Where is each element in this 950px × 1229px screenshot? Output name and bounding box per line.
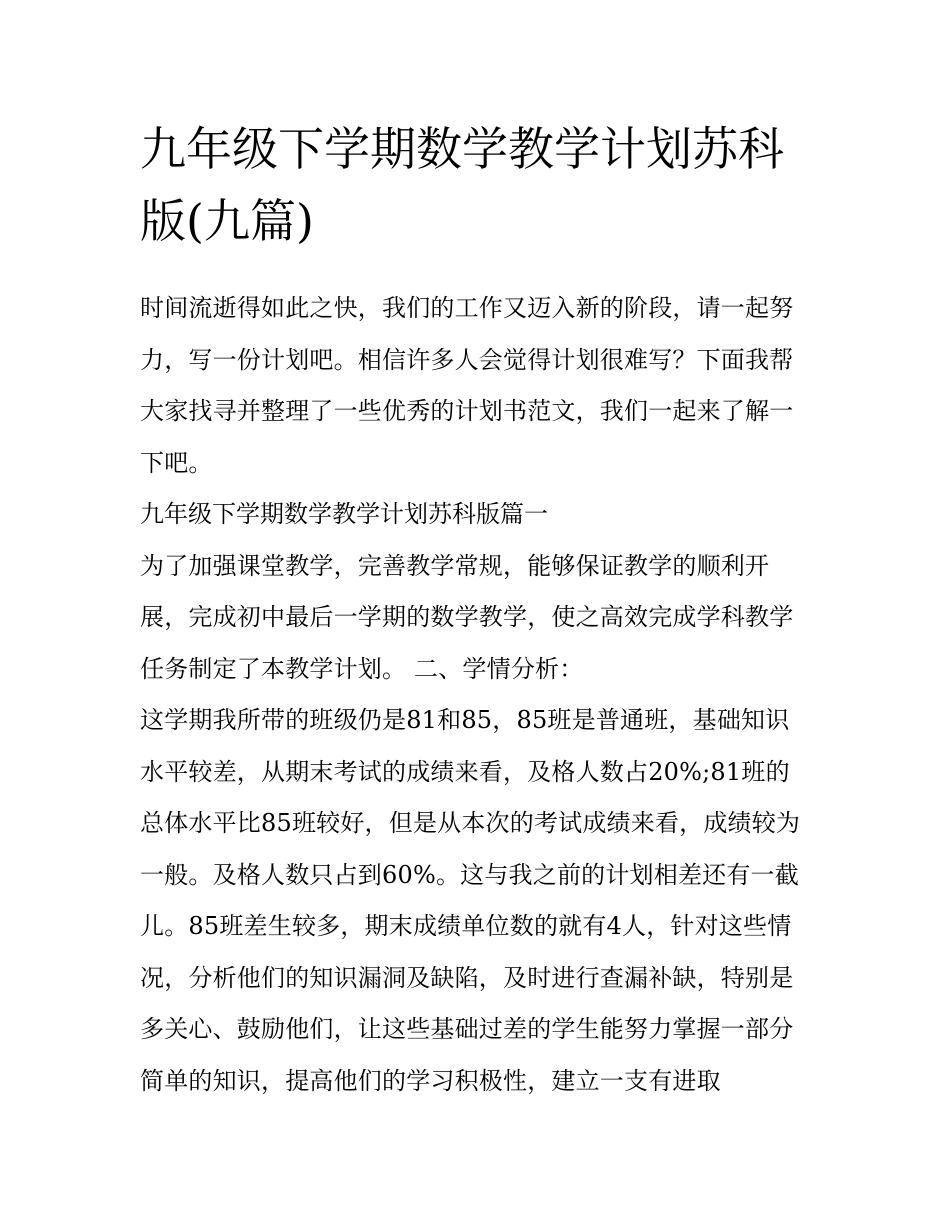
document-page bbox=[140, 113, 812, 1107]
section-heading: 九年级下学期数学教学计划苏科版篇一 bbox=[140, 500, 548, 528]
intro-paragraph: 时间流逝得如此之快，我们的工作又迈入新的阶段，请一起努力，写一份计划吧。相信许多人会觉得计划很难写？下面我帮大家找寻并整理了一些优秀的计划书范文，我们一起来了解一下吧。 bbox=[140, 294, 794, 477]
body-paragraph-1: 为了加强课堂教学，完善教学常规，能够保证教学的顺利开展，完成初中最后一学期的数学教学，使之高效完成学科教学任务制定了本教学计划。 二、学情分析： bbox=[140, 551, 794, 683]
document-title: 九年级下学期数学教学计划苏科版(九篇) bbox=[140, 122, 784, 248]
body-paragraph-2: 这学期我所带的班级仍是81和85，85班是普通班，基础知识水平较差，从期末考试的成绩来看，及格人数占20%;81班的总体水平比85班较好，但是从本次的考试成绩来看，成绩较为一般。及格人数只占到60%。这与我之前的计划相差还有一截儿。85班差生较多，期末成绩单位数的就有4人，针对这些情况，分析他们的知识漏洞及缺陷，及时进行查漏补缺，特别是多关心、鼓励他们，让这些基础过差的学生能努力掌握一部分简单的知识，提高他们的学习积极性，建立一支有进取 bbox=[140, 706, 801, 1095]
